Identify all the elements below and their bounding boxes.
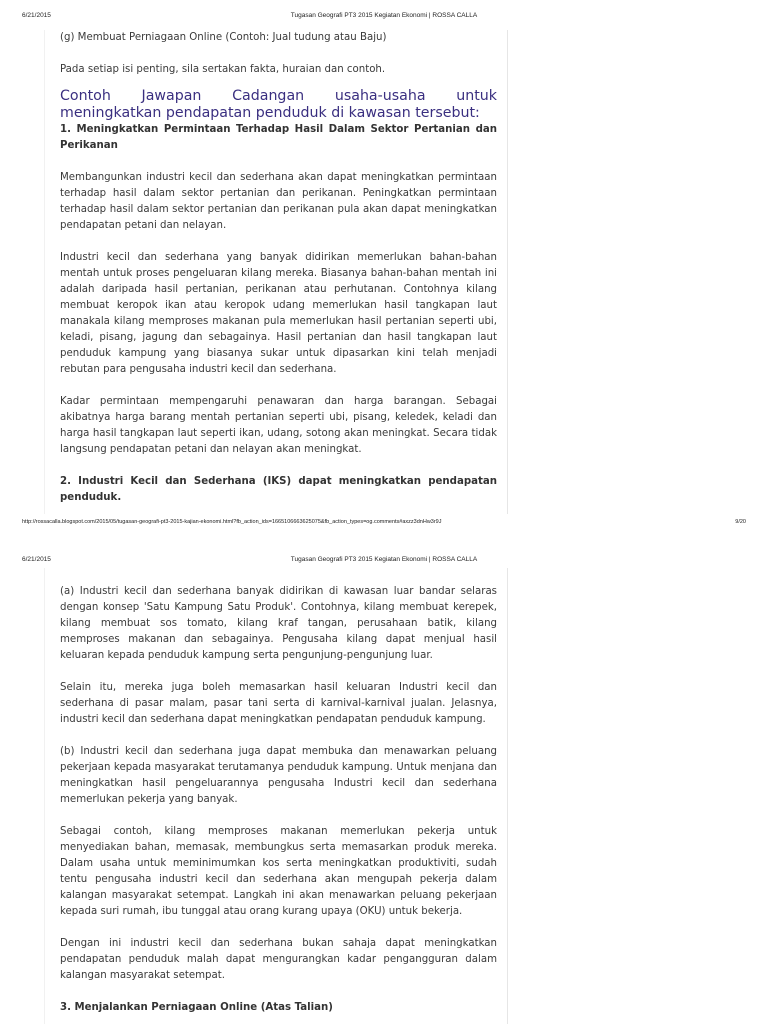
- paragraph: (b) Industri kecil dan sederhana juga dapat membuka dan menawarkan peluang pekerjaan kepada masyarakat terutamanya penduduk kampung. Untuk menjana dan meningkatkan hasil pengeluarannya pengusaha Industri kecil dan sederhana memerlukan pekerja yang banyak.: [60, 746, 497, 805]
- print-header: [22, 556, 746, 566]
- list-item-g: (g) Membuat Perniagaan Online (Contoh: Jual tudung atau Baju): [60, 32, 387, 43]
- page-number: 9/20: [735, 519, 746, 525]
- paragraph: Dengan ini industri kecil dan sederhana bukan sahaja dapat meningkatkan pendapatan penduduk malah dapat mengurangkan kadar pengangguran dalam kalangan masyarakat setempat.: [60, 938, 497, 981]
- print-date: 6/21/2015: [22, 556, 51, 563]
- paragraph: Kadar permintaan mempengaruhi penawaran dan harga barangan. Sebagai akibatnya harga barang mentah pertanian seperti ubi, pisang, keledek, keladi dan harga hasil tangkapan laut seperti ikan, udang, sotong akan meningkat. Secara tidak langsung pendapatan petani dan nelayan akan meningkat.: [60, 396, 497, 455]
- paragraph: Industri kecil dan sederhana yang banyak didirikan memerlukan bahan-bahan mentah untuk proses pengeluaran kilang mereka. Biasanya bahan-bahan mentah ini adalah daripada hasil pertanian, perikanan atau perhutanan. Contohnya kilang membuat keropok ikan atau keropok udang memerlukan hasil tangkapan laut manakala kilang memproses makanan pula memerlukan hasil pertanian seperti ubi, keladi, pisang, jagung dan sebagainya. Hasil pertanian dan hasil tangkapan laut penduduk kampung yang biasanya sukar untuk dipasarkan kini telah menjadi rebutan para pengusaha industri kecil dan sederhana.: [60, 252, 497, 375]
- subheading-3: 3. Menjalankan Perniagaan Online (Atas Talian): [60, 1002, 333, 1013]
- subheading-2: 2. Industri Kecil dan Sederhana (IKS) dapat meningkatkan pendapatan penduduk.: [60, 476, 497, 503]
- print-title: Tugasan Geografi PT3 2015 Kegiatan Ekonomi | ROSSA CALLA: [290, 556, 478, 563]
- subheading-1: 1. Meningkatkan Permintaan Terhadap Hasil Dalam Sektor Pertanian dan Perikanan: [60, 124, 497, 151]
- paragraph: (a) Industri kecil dan sederhana banyak didirikan di kawasan luar bandar selaras dengan konsep 'Satu Kampung Satu Produk'. Contohnya, kilang membuat kerepek, kilang membuat sos tomato, kilang kraf tangan, perusahaan batik, kilang memproses makanan dan sebagainya. Pengusaha kilang dapat menjual hasil keluaran kepada penduduk kampung serta pengunjung-pengunjung luar.: [60, 586, 497, 661]
- instruction-text: Pada setiap isi penting, sila sertakan fakta, huraian dan contoh.: [60, 64, 386, 75]
- print-title: Tugasan Geografi PT3 2015 Kegiatan Ekonomi | ROSSA CALLA: [290, 12, 478, 19]
- paragraph: Membangunkan industri kecil dan sederhana akan dapat meningkatkan permintaan terhadap hasil dalam sektor pertanian dan perikanan. Peningkatkan permintaan terhadap hasil dalam sektor pertanian dan perikanan pula akan dapat meningkatkan pendapatan petani dan nelayan.: [60, 172, 497, 231]
- print-footer: [22, 519, 746, 529]
- paragraph: Sebagai contoh, kilang memproses makanan memerlukan pekerja untuk menyediakan bahan, memasak, membungkus serta memasarkan produk mereka. Dalam usaha untuk meminimumkan kos serta meningkatkan produktiviti, sudah tentu pengusaha industri kecil dan sederhana akan mengupah pekerja dalam kalangan masyarakat setempat. Langkah ini akan menawarkan peluang pekerjaan kepada suri rumah, ibu tunggal atau orang kurang upaya (OKU) untuk bekerja.: [60, 826, 497, 917]
- article-column: [44, 30, 508, 514]
- paragraph: Selain itu, mereka juga boleh memasarkan hasil keluaran Industri kecil dan sederhana di pasar malam, pasar tani serta di karnival-karnival jualan. Jelasnya, industri kecil dan sederhana dapat meningkatkan pendapatan penduduk kampung.: [60, 682, 497, 725]
- print-header: [22, 12, 746, 22]
- section-heading: Contoh Jawapan Cadangan usaha-usaha untuk meningkatkan pendapatan penduduk di kawasan tersebut:: [60, 88, 497, 121]
- print-url: http://rossacalla.blogspot.com/2015/05/tugasan-geografi-pt3-2015-kajian-ekonomi.html?fb_action_ids=1665106663625075&fb_action_types=og.comments#axzz3dnHw3r9J: [22, 519, 442, 525]
- print-date: 6/21/2015: [22, 12, 51, 19]
- article-column: [44, 568, 508, 1024]
